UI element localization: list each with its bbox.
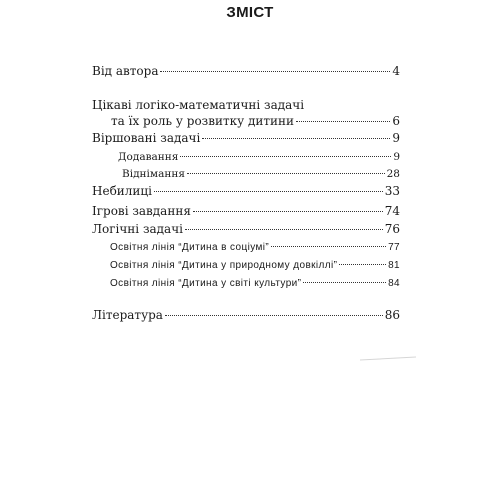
leader-dots	[165, 315, 383, 316]
toc-entry-social[interactable]	[110, 242, 400, 253]
toc-page-number: 86	[384, 308, 400, 322]
toc-entry-literature[interactable]	[92, 308, 400, 322]
leader-dots	[296, 121, 390, 122]
toc-page-number: 9	[393, 151, 400, 163]
toc-entry-nature[interactable]	[110, 260, 400, 271]
toc-label: Ігрові завдання	[92, 204, 191, 218]
toc-page-number: 74	[384, 204, 400, 218]
toc-label: та їх роль у розвитку дитини	[111, 114, 295, 128]
toc-entry-verses[interactable]	[92, 131, 400, 145]
toc-label: Від автора	[92, 64, 159, 78]
toc-page-number: 84	[388, 278, 400, 289]
toc-entry-logical[interactable]	[92, 222, 400, 236]
toc-page-number: 77	[388, 242, 400, 253]
toc-page-number: 28	[386, 168, 400, 180]
toc-label: Віднімання	[122, 168, 185, 180]
leader-dots	[339, 264, 386, 265]
toc-entry-logic-line1[interactable]: Цікаві логіко-математичні задачі	[92, 98, 305, 112]
toc-entry-author[interactable]	[92, 64, 400, 78]
toc-label: Логічні задачі	[92, 222, 183, 236]
toc-page-number: 33	[384, 184, 400, 198]
leader-dots	[187, 173, 385, 174]
toc-label: Література	[92, 308, 163, 322]
leader-dots	[154, 191, 383, 192]
toc-label: Додавання	[118, 151, 179, 163]
leader-dots	[180, 156, 391, 157]
toc-page-number: 76	[384, 222, 400, 236]
toc-label: Небилиці	[92, 184, 152, 198]
toc-page-number: 4	[392, 64, 400, 78]
toc-page-number: 6	[392, 114, 400, 128]
leader-dots	[303, 282, 386, 283]
toc-label: Освітня лінія “Дитина в соціумі”	[110, 242, 270, 253]
leader-dots	[185, 229, 383, 230]
leader-dots	[202, 138, 390, 139]
toc-page-number: 81	[388, 260, 400, 271]
toc-label: Освітня лінія “Дитина у природному довкіллі”	[110, 260, 338, 271]
toc-entry-subtraction[interactable]	[122, 168, 400, 180]
page-title: ЗМІСТ	[226, 4, 274, 21]
scan-mark	[360, 357, 416, 361]
leader-dots	[193, 211, 383, 212]
toc-entry-logic-line2[interactable]	[111, 114, 400, 128]
toc-entry-addition[interactable]	[118, 151, 400, 163]
leader-dots	[160, 71, 390, 72]
toc-entry-fables[interactable]	[92, 184, 400, 198]
toc-label: Освітня лінія “Дитина у світі культури”	[110, 278, 302, 289]
leader-dots	[271, 246, 386, 247]
toc-entry-games[interactable]	[92, 204, 400, 218]
toc-page-number: 9	[392, 131, 400, 145]
toc-label: Віршовані задачі	[92, 131, 201, 145]
toc-entry-culture[interactable]	[110, 278, 400, 289]
